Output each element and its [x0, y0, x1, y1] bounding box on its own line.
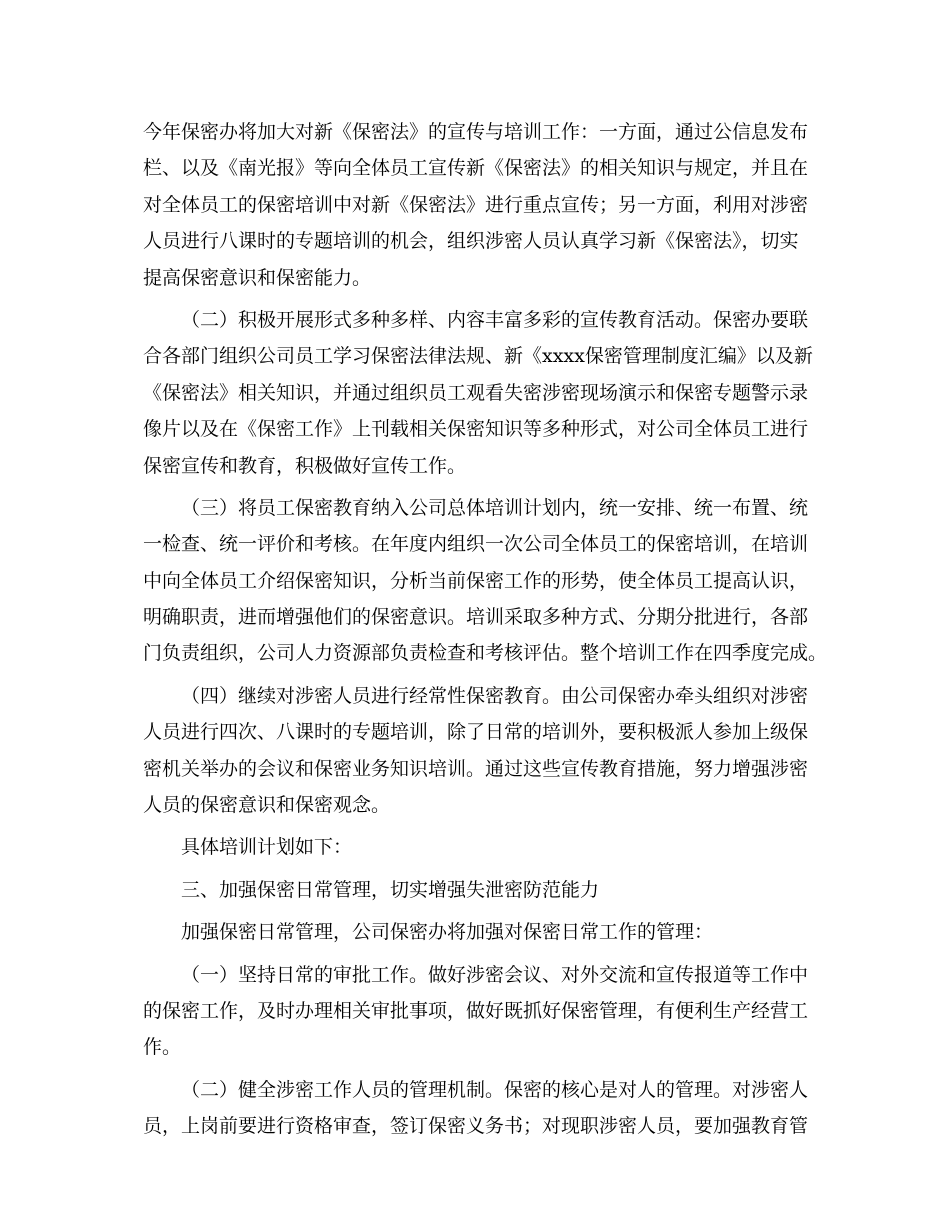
document-body	[143, 114, 828, 1145]
text-line: 作。	[143, 1036, 182, 1059]
text-line: （二）积极开展形式多种多样、内容丰富多彩的宣传教育活动。保密办要联	[181, 308, 809, 331]
text-line: 一检查、统一评价和考核。在年度内组织一次公司全体员工的保密培训，在培训	[143, 533, 809, 556]
text-line: 三、加强保密日常管理，切实增强失泄密防范能力	[181, 878, 600, 901]
text-line: 保密宣传和教育，积极做好宣传工作。	[143, 454, 467, 477]
paragraph	[143, 829, 807, 865]
text-line: （三）将员工保密教育纳入公司总体培训计划内，统一安排、统一布置、统	[181, 496, 809, 519]
text-line: 像片以及在《保密工作》上刊载相关保密知识等多种形式，对公司全体员工进行	[143, 418, 809, 441]
text-line: 今年保密办将加大对新《保密法》的宣传与培训工作：一方面，通过公信息发布	[143, 121, 809, 143]
text-line: 员，上岗前要进行资格审查，签订保密义务书；对现职涉密人员，要加强教育管	[143, 1115, 809, 1138]
paragraph	[143, 1072, 807, 1145]
text-line: 具体培训计划如下：	[181, 836, 353, 859]
text-line: 栏、以及《南光报》等向全体员工宣传新《保密法》的相关知识与规定，并且在	[143, 157, 809, 180]
text-line: （一）坚持日常的审批工作。做好涉密会议、对外交流和宣传报道等工作中	[181, 963, 809, 986]
paragraph	[143, 490, 828, 672]
text-line: 提高保密意识和保密能力。	[143, 266, 372, 289]
text-line: 人员进行四次、八课时的专题培训，除了日常的培训外，要积极派人参加上级保	[143, 721, 809, 744]
text-line: 《保密法》相关知识，并通过组织员工观看失密涉密现场演示和保密专题警示录	[143, 381, 809, 404]
text-line: 明确职责，进而增强他们的保密意识。培训采取多种方式、分期分批进行，各部	[143, 606, 809, 629]
text-line: （四）继续对涉密人员进行经常性保密教育。由公司保密办牵头组织对涉密	[181, 684, 809, 707]
text-line: （二）健全涉密工作人员的管理机制。保密的核心是对人的管理。对涉密人	[181, 1078, 809, 1101]
text-line: 门负责组织，公司人力资源部负责检查和考核评估。整个培训工作在四季度完成。	[143, 642, 828, 665]
text-line: 加强保密日常管理，公司保密办将加强对保密日常工作的管理：	[181, 921, 714, 944]
text-line: 人员的保密意识和保密观念。	[143, 794, 391, 817]
text-line: 人员进行八课时的专题培训的机会，组织涉密人员认真学习新《保密法》，切实	[143, 230, 799, 253]
paragraph	[143, 678, 807, 824]
text-line: 对全体员工的保密培训中对新《保密法》进行重点宣传；另一方面，利用对涉密	[143, 193, 809, 216]
text-line: 中向全体员工介绍保密知识，分析当前保密工作的形势，使全体员工提高认识，	[143, 569, 809, 592]
paragraph	[143, 957, 807, 1066]
paragraph	[143, 302, 813, 484]
section-heading	[143, 872, 807, 908]
text-line: 合各部门组织公司员工学习保密法律法规、新《xxxx保密管理制度汇编》以及新	[143, 345, 813, 368]
text-line: 的保密工作，及时办理相关审批事项，做好既抓好保密管理，有便利生产经营工	[143, 999, 809, 1022]
text-line: 密机关举办的会议和保密业务知识培训。通过这些宣传教育措施，努力增强涉密	[143, 757, 809, 780]
paragraph	[143, 914, 807, 950]
paragraph	[143, 114, 807, 296]
